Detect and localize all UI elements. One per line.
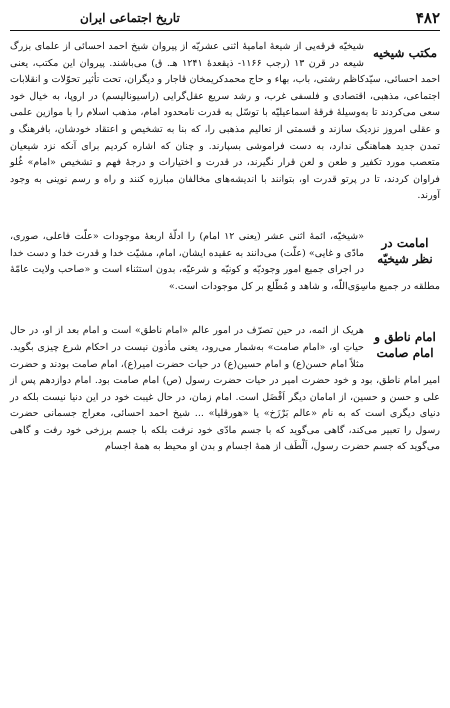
section-speaking-silent-imam [10,323,440,456]
section-imamate [10,229,440,295]
running-title: تاریخ اجتماعی ایران [80,11,180,25]
section-title: امام ناطق و امام صامت [374,330,436,361]
section-title: امامت در نظر شیخیّه [377,235,433,266]
page-header [10,6,440,31]
section-paragraph: هریک از ائمه، در حین تصرّف در امور عالم «امام ناطق» است و امام بعد از او، در حال حیاتِ او، «امام صامت» به‌شمار می‌رود، یعنی مأذون نیست در احکام شرع چیزی بگوید. مثلاً امام حسن(ع) و امام حسین(ع) در حیات حضرت امیر(ع)، امام صامت بودند و حضرت امیر امام ناطق، بود و خود حضرت امیر در حیات حضرت رسول (ص) امام صامت بود. امام دوازدهم پس از علی و حسن و حسین، از امامان دیگر اَفْضَل است. امام زمان، در حال غیبت خود در این دنیا نیست بلکه در دنیای دیگری است که به نام «عالم بَرْزَخ» یا «هورقلیا» ... شیخ احمد احسائی، معراج جسمانی حضرت رسول را تعبیر می‌کند، گاهی می‌گوید که با جسم مادّی خود نرفت بلکه با جسم برزخی خود رفت و گاهی می‌گوید که جسم حضرت رسول، اَلْطَف از همهٔ اجسام و بدن او محیط به همهٔ اجسام [10,325,440,453]
section-paragraph: «شیخیّه، ائمهٔ اثنی عشر (یعنی ۱۲ امام) را ادلّهٔ اربعهٔ موجودات «علّت فاعلی، صوری، مادّی و غایی» (علّت) می‌دانند به عقیده ایشان، امام، مشیّت خدا و قدرت خدا و دست خدا در اجرای جمیع امور وجودیّه و کونیّه و شرعیّه، بدون استثناء است و «صاحب ولایت عامّهٔ مطلقه در جمیع ماسِوَی‌اللّه، و شاهد و مُطّلع بر کل موجودات است.» [10,230,440,292]
section-paragraph: شیخیّه فرقه‌یی از شیعهٔ امامیهٔ اثنی عشریّه از پیروان شیخ احمد احسائی از علمای بزرگ شیعه در قرن ۱۳ (رجب ۱۱۶۶- ذیقعدهٔ ۱۲۴۱ هـ. ق) می‌باشند. پیروان این مکتب، یعنی احمد احسائی، سیّدکاظم رشتی، باب، بهاء و حاج محمدکریمخان قاجار و دیگران، تحت تأثیر تحوّلات و انقلابات اجتماعی، مذهبی، اقتصادی و فلسفی غرب، و رشد سریع عقل‌گرایی (راسیونالیسم) در اروپا، به خیال خود سعی می‌کردند تا به‌وسیلهٔ فرقهٔ اسماعیلیّه با توسّل به قدرت نامحدود امام، مذهب اسلام را با موازین علمی و عقلی امروز نزدیک سازند و قسمتی از تعالیم مذهبی را، که بنا به تشخیص و اعتقاد خودشان، بافرهنگ و تمدن جدید هماهنگی ندارد، به دست فراموشی بسپارند. و چنان که اشاره کردیم برای آنکه نزد شیعیان متعصب مورد تکفیر و طعن و لعن قرار نگیرند، در قدرت و اختیارات و درجهٔ فهم و تشخیص «امام» غُلو فراوان کردند، تا در پرتو قدرت او، بتوانند با اندیشه‌های مخالفان مبارزه کنند و راه و رسم نوینی به وجود آورند. [10,41,440,202]
section-shaykhi-school [10,39,440,205]
section-title: مکتب شیخیه [372,46,438,60]
page-number: ۴۸۲ [415,9,440,27]
